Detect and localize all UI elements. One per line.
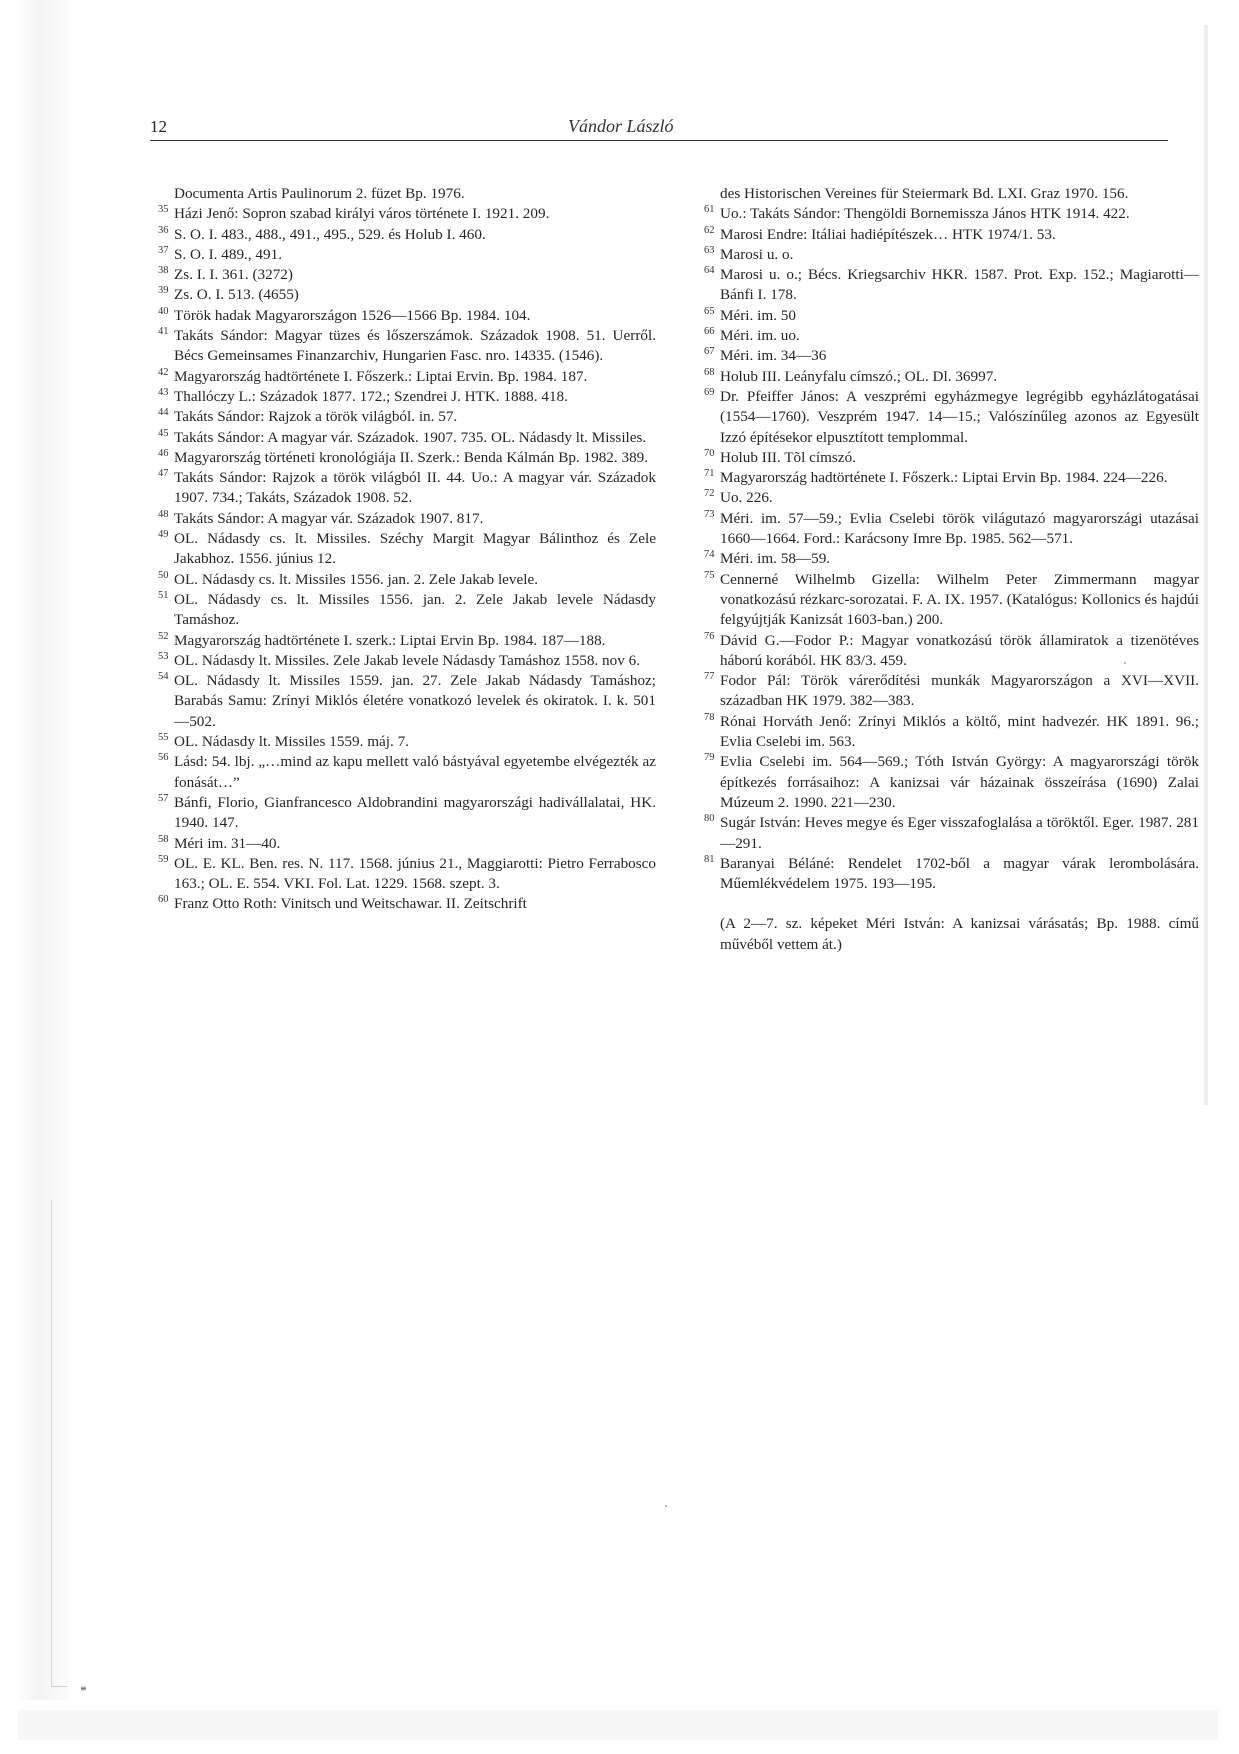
footnote: [160, 285, 656, 305]
footnote: [160, 245, 656, 265]
footnote-number: 67: [704, 346, 715, 358]
footnote: [706, 549, 1199, 569]
footnote: [160, 326, 656, 367]
footnote-number: 66: [704, 326, 715, 338]
footnote-text: Méri. im. uo.: [720, 327, 800, 345]
footnote: [160, 671, 656, 732]
scan-edge-hook: [51, 1686, 67, 1687]
footnote-number: 57: [158, 792, 169, 804]
footnote-text: Dr. Pfeiffer János: A veszprémi egyházmegye legrégibb egyházlátogatásai (1554—1760). Veszprém 1947. 14—15.; Valószínűleg azonos az Egyesült Izzó építésekor elpusztított templommal.: [720, 387, 1199, 446]
footnote-text: Evlia Cselebi im. 564—569.; Tóth István György: A magyarországi török építkezés forrásaihoz: A kanizsai vár házainak összeírása (1690) Zalai Múzeum 2. 1990. 221—230.: [720, 753, 1199, 811]
footnote-text: Magyarország hadtörténete I. szerk.: Liptai Ervin Bp. 1984. 187—188.: [174, 631, 606, 649]
footnote-continuation: Documenta Artis Paulinorum 2. füzet Bp. 1976.: [174, 185, 465, 202]
footnote: [706, 813, 1199, 854]
footnote-number: 68: [704, 366, 715, 378]
footnote-text: Takáts Sándor: Rajzok a török világból. in. 57.: [174, 408, 458, 426]
footnote: [706, 488, 1199, 508]
footnote-number: 59: [158, 853, 169, 865]
footnote-number: 63: [704, 244, 715, 256]
footnote: [160, 834, 656, 854]
footnote: [160, 265, 656, 285]
footnote-number: 77: [704, 671, 715, 683]
footnote-text: Cennerné Wilhelmb Gizella: Wilhelm Peter Zimmermann magyar vonatkozású rézkarc-sorozatai. F. A. IX. 1957. (Katalógus: Kollonics és hajdúi felgyújtják Kanizsát 1603-ban.) 200.: [720, 570, 1199, 629]
page-header: [150, 112, 1190, 142]
footnote-number: 54: [158, 671, 169, 683]
footnote-continuation: des Historischen Vereines für Steiermark Bd. LXI. Graz 1970. 156.: [720, 185, 1129, 202]
footnote: [706, 326, 1199, 346]
footnote: [160, 407, 656, 427]
footnote-text: Uo.: Takáts Sándor: Thengöldi Bornemissza János HTK 1914. 422.: [720, 205, 1130, 223]
footnote-text: Magyarország hadtörténete I. Főszerk.: Liptai Ervin Bp. 1984. 224—226.: [720, 469, 1168, 487]
scan-shadow-left: [18, 0, 68, 1700]
footnote-number: 50: [158, 569, 169, 581]
footnote-text: Török hadak Magyarországon 1526—1566 Bp. 1984. 104.: [174, 306, 531, 324]
footnote: [160, 509, 656, 529]
scan-shadow-bottom: [18, 1710, 1218, 1740]
footnote: [160, 367, 656, 387]
footnote-number: 45: [158, 427, 169, 439]
footnote: [706, 854, 1199, 895]
footnote: [706, 509, 1199, 550]
footnote-number: 51: [158, 589, 169, 601]
footnote: [160, 590, 656, 631]
footnote-number: 35: [158, 204, 169, 216]
header-rule: [150, 140, 1168, 141]
footnote: [706, 631, 1199, 672]
footnote-text: Takáts Sándor: Magyar tüzes és lőszerszámok. Századok 1908. 51. Uerről. Bécs Gemeinsames Finanzarchiv, Hungarien Fasc. nro. 14335. (1546).: [174, 327, 656, 365]
footnote-text: Takáts Sándor: A magyar vár. Századok. 1907. 735. OL. Nádasdy lt. Missiles.: [174, 428, 647, 446]
footnote-text: Magyarország történeti kronológiája II. Szerk.: Benda Kálmán Bp. 1982. 389.: [174, 448, 649, 466]
footnote: [706, 712, 1199, 753]
footnote: [160, 225, 656, 245]
footnote-number: 43: [158, 386, 169, 398]
footnote-text: OL. Nádasdy cs. lt. Missiles. Széchy Margit Magyar Bálinthoz és Zele Jakabhoz. 1556. június 12.: [174, 530, 656, 568]
footnote-number: 46: [158, 447, 169, 459]
footnote-text: OL. Nádasdy cs. lt. Missiles 1556. jan. 2. Zele Jakab levele.: [174, 570, 538, 588]
footnote-text: OL. E. KL. Ben. res. N. 117. 1568. június 21., Maggiarotti: Pietro Ferrabosco 163.; OL. E. 554. VKI. Fol. Lat. 1229. 1568. szept. 3.: [174, 854, 656, 893]
footnotes-left-column: [160, 184, 656, 915]
footnote-text: Méri. im. 50: [720, 306, 796, 324]
footnote-number: 42: [158, 366, 169, 378]
footnote-text: OL. Nádasdy lt. Missiles 1559. jan. 27. Zele Jakab Nádasdy Tamáshoz; Barabás Samu: Zrínyi Miklós életére vonatkozó levelek és okiratok. I. k. 501—502.: [174, 672, 656, 730]
footnote-number: 41: [158, 326, 169, 338]
footnote-number: 56: [158, 752, 169, 764]
footnote-list-left: [160, 204, 656, 914]
footnote-number: 49: [158, 529, 169, 541]
footnote-number: 61: [704, 204, 715, 216]
footnote-number: 65: [704, 305, 715, 317]
footnote-text: Méri im. 31—40.: [174, 834, 281, 852]
footnote-number: 72: [704, 488, 715, 500]
footnote-list-right: [706, 204, 1199, 894]
footnote-number: 47: [158, 468, 169, 480]
footnote-text: S. O. I. 483., 488., 491., 495., 529. és Holub I. 460.: [174, 225, 486, 243]
footnote-text: Zs. O. I. 513. (4655): [174, 286, 299, 304]
footnote-number: 71: [704, 468, 715, 480]
footnote-number: 80: [704, 813, 715, 825]
footnote-text: Méri. im. 34—36: [720, 347, 827, 365]
footnote: [160, 306, 656, 326]
footnote-number: 74: [704, 549, 715, 561]
footnote: [160, 428, 656, 448]
footnote: [706, 245, 1199, 265]
footnote-number: 60: [158, 894, 169, 906]
footnote-text: Uo. 226.: [720, 489, 773, 507]
footnote-text: Franz Otto Roth: Vinitsch und Weitschawar. II. Zeitschrift: [174, 895, 527, 913]
footnote-text: Fodor Pál: Török várerődítési munkák Magyarországon a XVI—XVII. században HK 1979. 382—383.: [720, 672, 1199, 710]
footnote-text: Marosi Endre: Itáliai hadiépítészek… HTK 1974/1. 53.: [720, 225, 1056, 243]
footnote: [160, 732, 656, 752]
footnote: [160, 570, 656, 590]
footnote-text: Takáts Sándor: A magyar vár. Századok 1907. 817.: [174, 509, 484, 527]
footnote-number: 75: [704, 569, 715, 581]
footnote-text: OL. Nádasdy cs. lt. Missiles 1556. jan. 2. Zele Jakab levele Nádasdy Tamáshoz.: [174, 590, 656, 629]
footnote: [160, 651, 656, 671]
footnote-number: 70: [704, 447, 715, 459]
footnote: [706, 306, 1199, 326]
footnote-text: Dávid G.—Fodor P.: Magyar vonatkozású török államiratok a tizenötéves háború korából. HK 83/3. 459.: [720, 631, 1199, 669]
footnote-text: Holub III. Leányfalu címszó.; OL. Dl. 36997.: [720, 367, 998, 385]
footnote-text: Méri. im. 57—59.; Evlia Cselebi török világutazó magyarországi utazásai 1660—1664. Ford.: Karácsony Imre Bp. 1985. 562—571.: [720, 509, 1199, 548]
footnote-text: Baranyai Béláné: Rendelet 1702-ből a magyar várak lerombolására. Műemlékvédelem 1975. 193—195.: [720, 854, 1199, 893]
footnote: [706, 671, 1199, 712]
footnote: [160, 631, 656, 651]
footnote-text: Zs. I. I. 361. (3272): [174, 266, 293, 284]
footnote-text: OL. Nádasdy lt. Missiles 1559. máj. 7.: [174, 733, 409, 751]
footnote: [160, 752, 656, 793]
footnote-number: 39: [158, 285, 169, 297]
footnote: [706, 570, 1199, 631]
footnote: [160, 854, 656, 895]
footnote-text: Házi Jenő: Sopron szabad királyi város története I. 1921. 209.: [174, 205, 550, 223]
footnote-number: 64: [704, 265, 715, 277]
footnote: [160, 448, 656, 468]
footnote-number: 55: [158, 732, 169, 744]
footnote-number: 44: [158, 407, 169, 419]
footnote-text: Marosi u. o.; Bécs. Kriegsarchiv HKR. 1587. Prot. Exp. 152.; Magiarotti—Bánfi I. 178.: [720, 266, 1199, 304]
footnotes-right-column: [706, 184, 1199, 955]
image-credit-note: (A 2—7. sz. képeket Méri István: A kanizsai várásatás; Bp. 1988. című művéből vettem át.): [720, 915, 1199, 953]
footnote-number: 36: [158, 224, 169, 236]
footnote: [160, 894, 656, 914]
footnote-text: Méri. im. 58—59.: [720, 550, 831, 568]
footnote-number: 73: [704, 508, 715, 520]
footnote-text: Rónai Horváth Jenő: Zrínyi Miklós a költő, mint hadvezér. HK 1891. 96.; Evlia Cselebi im. 563.: [720, 712, 1199, 751]
footnote-number: 38: [158, 265, 169, 277]
footnote-text: Holub III. Tõl címszó.: [720, 448, 856, 466]
page-number: 12: [150, 117, 167, 136]
footnote-text: Lásd: 54. lbj. „…mind az kapu mellett való bástyával egyetembe elvégezték az fonását…”: [174, 753, 656, 791]
footnote-number: 37: [158, 244, 169, 256]
speck: [665, 1505, 667, 1507]
footnote-number: 48: [158, 508, 169, 520]
footnote: [706, 752, 1199, 813]
footnote-text: Bánfi, Florio, Gianfrancesco Aldobrandini magyarországi hadivállalatai, HK. 1940. 147.: [174, 793, 656, 832]
footnote: [160, 793, 656, 834]
footnote-text: Sugár István: Heves megye és Eger visszafoglalása a töröktől. Eger. 1987. 281—291.: [720, 814, 1199, 852]
footnote-number: 58: [158, 833, 169, 845]
footnote-text: S. O. I. 489., 491.: [174, 245, 283, 263]
footnote: [160, 204, 656, 224]
footnote: [706, 468, 1199, 488]
footnote: [160, 468, 656, 509]
footnote-number: 76: [704, 630, 715, 642]
scan-shadow-right: [1204, 25, 1208, 1105]
footnote: [706, 265, 1199, 306]
footnote-number: 78: [704, 711, 715, 723]
footnote-number: 62: [704, 224, 715, 236]
footnote: [706, 448, 1199, 468]
footnote-text: Thallóczy L.: Századok 1877. 172.; Szendrei J. HTK. 1888. 418.: [174, 387, 568, 405]
footnote: [160, 529, 656, 570]
footnote-number: 40: [158, 305, 169, 317]
footnote-text: Marosi u. o.: [720, 245, 794, 263]
footnote-text: Takáts Sándor: Rajzok a török világból II. 44. Uo.: A magyar vár. Századok 1907. 734.; Takáts, Századok 1908. 52.: [174, 469, 656, 507]
footnote-number: 53: [158, 650, 169, 662]
footnote-text: Magyarország hadtörténete I. Főszerk.: Liptai Ervin. Bp. 1984. 187.: [174, 367, 588, 385]
footnote: [706, 225, 1199, 245]
footnote-number: 69: [704, 386, 715, 398]
footnote: [706, 367, 1199, 387]
running-title: Vándor László: [568, 116, 674, 136]
footnote-text: OL. Nádasdy lt. Missiles. Zele Jakab levele Nádasdy Tamáshoz 1558. nov 6.: [174, 651, 640, 669]
footnote: [706, 346, 1199, 366]
scan-edge-line: [51, 1200, 52, 1686]
footnote-number: 79: [704, 752, 715, 764]
footnote: [160, 387, 656, 407]
stray-mark: ≡: [80, 1684, 87, 1693]
footnote: [706, 204, 1199, 224]
footnote: [706, 387, 1199, 448]
footnote-number: 52: [158, 630, 169, 642]
footnote-number: 81: [704, 853, 715, 865]
